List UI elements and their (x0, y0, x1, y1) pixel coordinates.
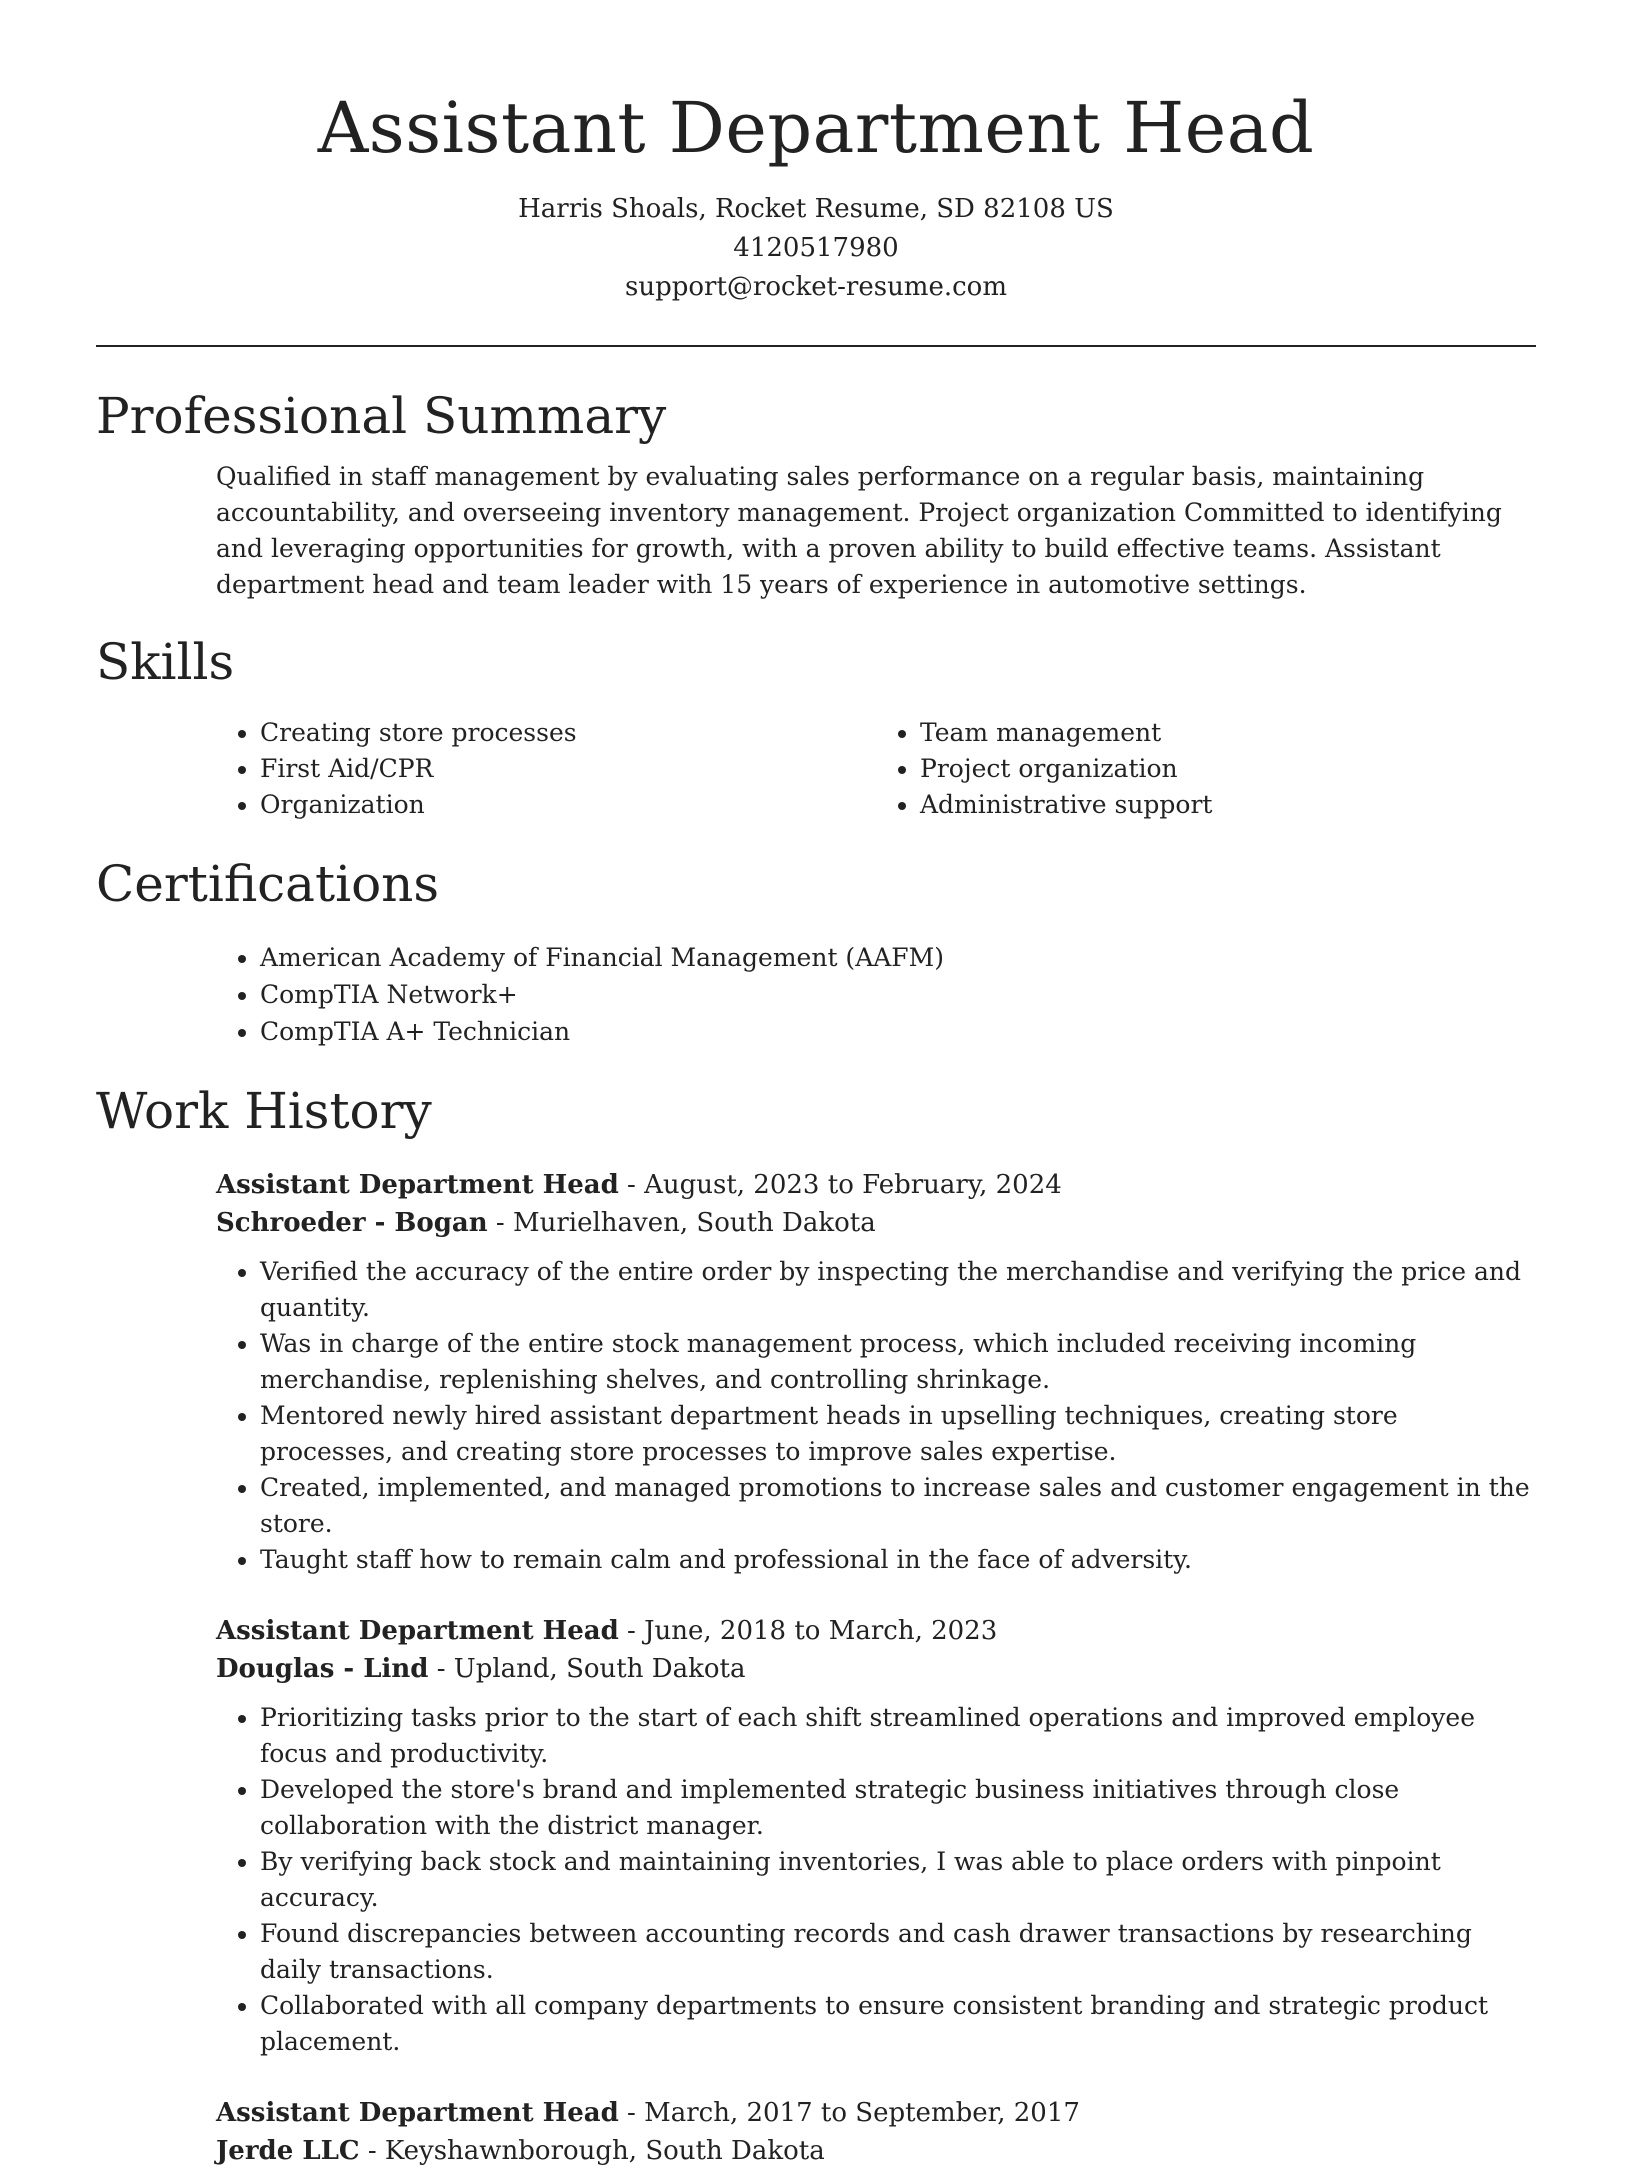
address: Harris Shoals, Rocket Resume, SD 82108 US (518, 194, 1114, 224)
skills-section (96, 629, 1536, 823)
job-bullet: • Created, implemented, and managed promotions to increase sales and customer engagement in the store. (260, 1470, 1536, 1542)
resume-header (96, 0, 1536, 307)
certification-list (216, 939, 1536, 1050)
job-bullet: • Verified the accuracy of the entire order by inspecting the merchandise and verifying the price and quantity. (260, 1254, 1536, 1326)
skills-column-right (876, 715, 1536, 823)
job-entry (216, 1166, 1536, 1578)
job-dates: - August, 2023 to February, 2024 (618, 1170, 1062, 1200)
job-company-line (216, 2132, 1536, 2170)
contact-info (96, 190, 1536, 307)
skills-title: Skills (96, 633, 235, 691)
skills-column-left (216, 715, 876, 823)
skill-item: • Team management (920, 715, 1536, 751)
job-bullet: • Developed the store's brand and implemented strategic business initiatives through close collaboration with the district manager. (260, 1772, 1536, 1844)
phone: 4120517980 (733, 233, 899, 263)
job-location: - Murielhaven, South Dakota (487, 1208, 876, 1238)
professional-summary-section (96, 383, 1536, 603)
job-dates: - June, 2018 to March, 2023 (618, 1616, 998, 1646)
summary-title: Professional Summary (96, 387, 667, 445)
certification-item: • CompTIA Network+ (260, 976, 1536, 1013)
job-entry (216, 2094, 1536, 2170)
job-company: Schroeder - Bogan (216, 1208, 488, 1238)
job-bullet: • Was in charge of the entire stock management process, which included receiving incoming merchandise, replenishing shelves, and controlling shrinkage. (260, 1326, 1536, 1398)
summary-text: Qualified in staff management by evaluating sales performance on a regular basis, maintaining accountability, and overseeing inventory management. Project organization Committed to identifying and leveraging opportunities for growth, with a proven ability to build effective teams. Assistant department head and team leader with 15 years of experience in automotive settings. (216, 462, 1502, 599)
job-bullets (216, 1700, 1536, 2060)
job-title-line (216, 2094, 1536, 2132)
job-company-line (216, 1650, 1536, 1688)
certification-item: • American Academy of Financial Management (AAFM) (260, 939, 1536, 976)
job-company: Douglas - Lind (216, 1654, 429, 1684)
job-entry (216, 1612, 1536, 2060)
certifications-section (96, 851, 1536, 1050)
job-title-line (216, 1612, 1536, 1650)
certifications-title: Certifications (96, 855, 440, 913)
job-bullet: • Found discrepancies between accounting records and cash drawer transactions by researching daily transactions. (260, 1916, 1536, 1988)
job-role: Assistant Department Head (216, 1616, 619, 1646)
certification-item: • CompTIA A+ Technician (260, 1013, 1536, 1050)
skill-item: • Project organization (920, 751, 1536, 787)
job-bullet: • By verifying back stock and maintaining inventories, I was able to place orders with pinpoint accuracy. (260, 1844, 1536, 1916)
candidate-name: Assistant Department Head (317, 87, 1315, 169)
job-bullet: • Collaborated with all company departments to ensure consistent branding and strategic product placement. (260, 1988, 1536, 2060)
job-location: - Upland, South Dakota (428, 1654, 746, 1684)
resume-page (96, 0, 1536, 2170)
job-bullet: • Mentored newly hired assistant department heads in upselling techniques, creating store processes, and creating store processes to improve sales expertise. (260, 1398, 1536, 1470)
skills-grid (216, 715, 1536, 823)
work-history-title: Work History (96, 1082, 432, 1140)
job-bullet: • Taught staff how to remain calm and professional in the face of adversity. (260, 1542, 1536, 1578)
work-history-section (96, 1078, 1536, 2170)
job-title-line (216, 1166, 1536, 1204)
skill-item: • Creating store processes (260, 715, 876, 751)
job-dates: - March, 2017 to September, 2017 (618, 2098, 1080, 2128)
job-company: Jerde LLC (216, 2136, 360, 2166)
job-company-line (216, 1204, 1536, 1242)
header-divider (96, 345, 1536, 347)
job-bullets (216, 1254, 1536, 1578)
job-role: Assistant Department Head (216, 1170, 619, 1200)
job-bullet: • Prioritizing tasks prior to the start of each shift streamlined operations and improved employee focus and productivity. (260, 1700, 1536, 1772)
skill-item: • Administrative support (920, 787, 1536, 823)
skill-item: • Organization (260, 787, 876, 823)
email: support@rocket-resume.com (624, 272, 1007, 302)
skill-item: • First Aid/CPR (260, 751, 876, 787)
job-role: Assistant Department Head (216, 2098, 619, 2128)
job-location: - Keyshawnborough, South Dakota (359, 2136, 825, 2166)
